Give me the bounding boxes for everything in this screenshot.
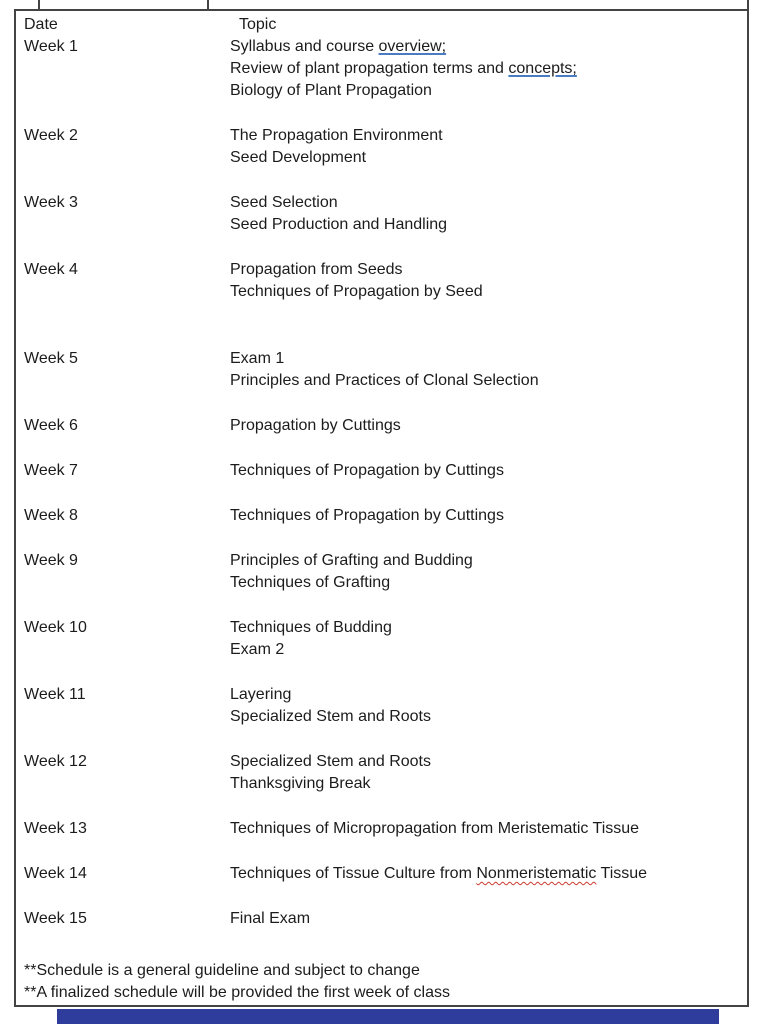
topic-line — [230, 281, 741, 303]
week-label: Week 14 — [24, 865, 87, 882]
table-row — [24, 460, 741, 482]
topic-line — [230, 639, 741, 661]
week-label: Week 3 — [24, 194, 78, 211]
text-segment: Syllabus and course — [230, 38, 379, 55]
topic-line — [230, 36, 741, 58]
week-label: Week 8 — [24, 507, 78, 524]
week-label: Week 1 — [24, 38, 78, 55]
topic-cell — [230, 460, 741, 482]
footnote-line: **Schedule is a general guideline and subject to change — [24, 962, 420, 979]
table-row — [24, 908, 741, 930]
topic-cell — [230, 415, 741, 437]
topic-line — [230, 617, 741, 639]
topic-line — [230, 58, 741, 80]
text-segment: Thanksgiving Break — [230, 775, 371, 792]
text-segment: Propagation from Seeds — [230, 261, 403, 278]
topic-line — [230, 572, 741, 594]
topic-line — [230, 80, 741, 102]
text-segment: Techniques of Grafting — [230, 574, 391, 591]
table-row — [24, 192, 741, 236]
topic-line — [230, 214, 741, 236]
week-label: Week 9 — [24, 552, 78, 569]
table-row — [24, 751, 741, 795]
blue-underlined-text: concepts; — [508, 60, 577, 77]
text-segment: Principles and Practices of Clonal Selection — [230, 372, 539, 389]
topic-cell — [230, 684, 741, 728]
text-segment: Techniques of Tissue Culture from — [230, 865, 477, 882]
topic-line — [230, 751, 741, 773]
table-row — [24, 125, 741, 169]
table-row — [24, 415, 741, 437]
text-segment: Techniques of Micropropagation from Meristematic Tissue — [230, 820, 640, 837]
text-segment: Final Exam — [230, 910, 311, 927]
week-label: Week 6 — [24, 417, 78, 434]
topic-line — [230, 863, 741, 885]
topic-cell — [230, 348, 741, 392]
week-label: Week 11 — [24, 686, 86, 703]
text-segment: Layering — [230, 686, 292, 703]
footnote-line: **A finalized schedule will be provided the first week of class — [24, 984, 450, 1001]
topic-line — [230, 460, 741, 482]
topic-cell — [230, 818, 741, 840]
week-label: Week 12 — [24, 753, 87, 770]
bottom-blue-bar — [57, 1009, 719, 1024]
topic-line — [230, 192, 741, 214]
table-row — [24, 550, 741, 594]
table-border-stub — [207, 0, 209, 9]
topic-cell — [230, 505, 741, 527]
topic-line — [230, 348, 741, 370]
topic-line — [230, 818, 741, 840]
week-label: Week 2 — [24, 127, 78, 144]
table-border-stub — [747, 0, 749, 9]
topic-cell — [230, 751, 741, 795]
topic-cell — [230, 617, 741, 661]
text-segment: Techniques of Propagation by Seed — [230, 283, 483, 300]
misspelling-underlined-text: Nonmeristematic — [476, 865, 597, 882]
column-header-date: Date — [24, 16, 58, 33]
text-segment: Propagation by Cuttings — [230, 417, 401, 434]
table-header-row — [24, 14, 741, 36]
table-row — [24, 863, 741, 885]
week-label: Week 4 — [24, 261, 78, 278]
table-row — [24, 36, 741, 102]
blue-underlined-text: overview; — [378, 38, 447, 55]
table-row — [24, 259, 741, 303]
text-segment: Seed Selection — [230, 194, 338, 211]
text-segment: Techniques of Propagation by Cuttings — [230, 462, 504, 479]
text-segment: Seed Production and Handling — [230, 216, 448, 233]
text-segment: Specialized Stem and Roots — [230, 708, 431, 725]
text-segment: The Propagation Environment — [230, 127, 443, 144]
text-segment: Specialized Stem and Roots — [230, 753, 431, 770]
topic-line — [230, 147, 741, 169]
week-label: Week 10 — [24, 619, 87, 636]
text-segment: Tissue — [596, 865, 648, 882]
schedule-rows — [24, 36, 741, 930]
topic-line — [230, 706, 741, 728]
column-header-topic: Topic — [239, 16, 277, 33]
topic-cell — [230, 550, 741, 594]
topic-cell — [230, 192, 741, 236]
topic-line — [230, 505, 741, 527]
week-label: Week 13 — [24, 820, 87, 837]
text-segment: Exam 1 — [230, 350, 285, 367]
table-border-stub — [38, 0, 40, 9]
table-row — [24, 505, 741, 527]
topic-cell — [230, 125, 741, 169]
text-segment: Biology of Plant Propagation — [230, 82, 432, 99]
footnotes — [24, 960, 741, 1004]
table-row — [24, 348, 741, 392]
topic-line — [230, 550, 741, 572]
text-segment: Techniques of Propagation by Cuttings — [230, 507, 504, 524]
topic-line — [230, 259, 741, 281]
text-segment: Techniques of Budding — [230, 619, 392, 636]
text-segment: Principles of Grafting and Budding — [230, 552, 473, 569]
topic-cell — [230, 36, 741, 102]
table-row — [24, 818, 741, 840]
topic-line — [230, 415, 741, 437]
week-label: Week 5 — [24, 350, 78, 367]
table-row — [24, 684, 741, 728]
topic-line — [230, 370, 741, 392]
text-segment: Exam 2 — [230, 641, 285, 658]
text-segment: Seed Development — [230, 149, 367, 166]
week-label: Week 15 — [24, 910, 87, 927]
topic-line — [230, 773, 741, 795]
topic-line — [230, 684, 741, 706]
text-segment: Review of plant propagation terms and — [230, 60, 509, 77]
schedule-table — [14, 9, 749, 1007]
topic-cell — [230, 908, 741, 930]
topic-cell — [230, 259, 741, 303]
topic-line — [230, 908, 741, 930]
topic-cell — [230, 863, 741, 885]
week-label: Week 7 — [24, 462, 78, 479]
topic-line — [230, 125, 741, 147]
table-row — [24, 617, 741, 661]
